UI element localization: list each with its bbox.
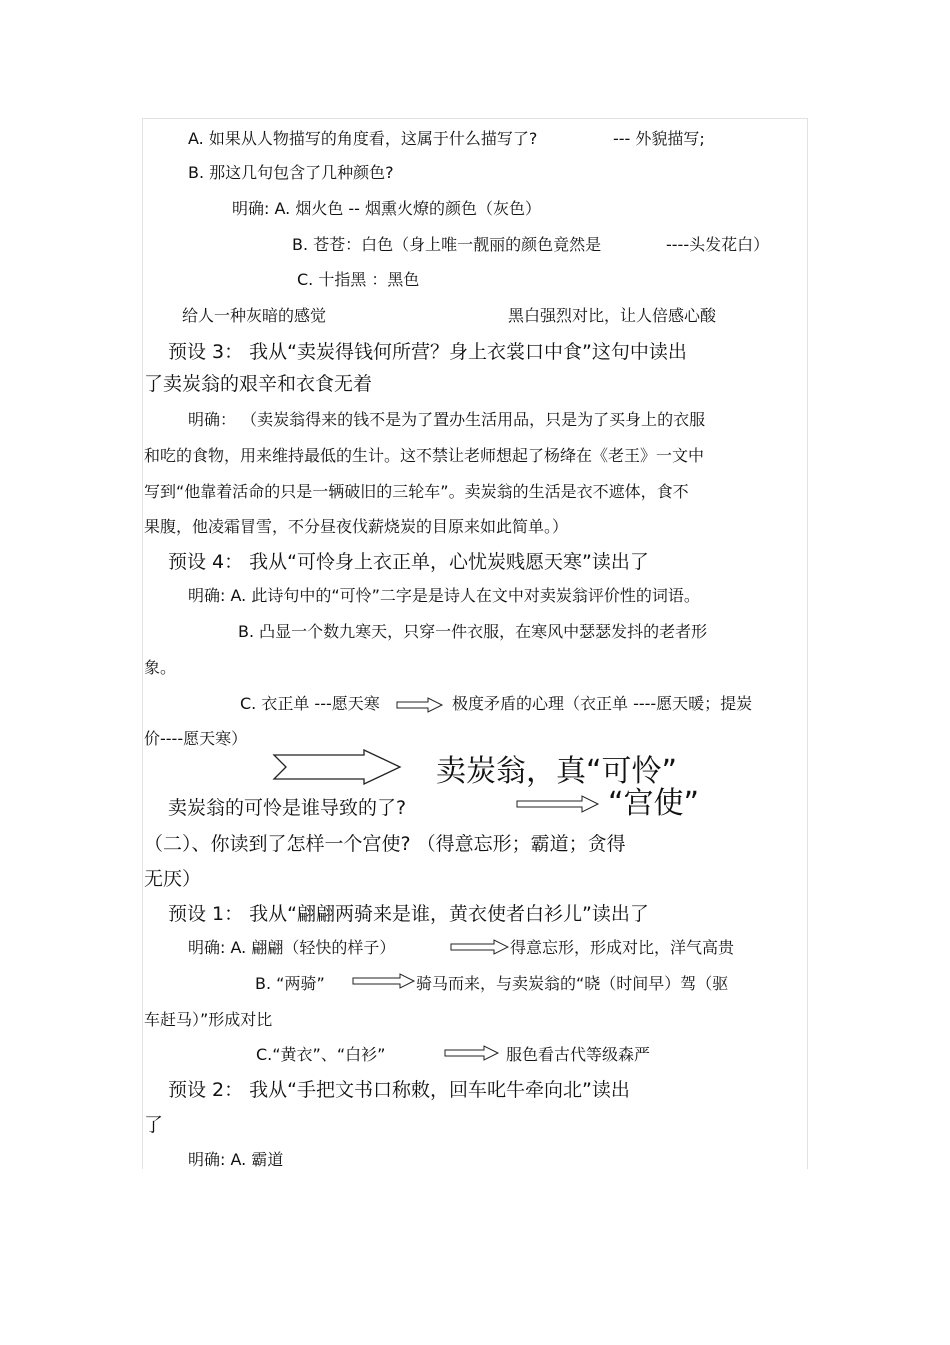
- s2-preset-1-clarify-b-result: 骑马而来，与卖炭翁的“晓（时间早）驾（驱: [416, 974, 729, 993]
- preset-3-clarify-3: 写到“他靠着活命的只是一辆破旧的三轮车”。卖炭翁的生活是衣不遮体，食不: [144, 482, 689, 501]
- preset-3-clarify-2: 和吃的食物，用来维持最低的生计。这不禁让老师想起了杨绛在《老王》一文中: [144, 446, 705, 465]
- arrow-icon-3: [450, 939, 510, 955]
- summary-envoy: “宫使”: [608, 786, 700, 821]
- s2-preset-1-heading: 预设 1： 我从“翩翩两骑来是谁，黄衣使者白衫儿”读出了: [168, 903, 649, 925]
- s2-preset-1-clarify-c: C.“黄衣”、“白衫”: [256, 1045, 386, 1064]
- clarify-color-b-end: ----头发花白）: [666, 235, 770, 254]
- arrow-icon: [396, 697, 444, 713]
- preset-4-clarify-a: 明确: A. 此诗句中的“可怜”二字是是诗人在文中对卖炭翁评价性的词语。: [188, 586, 700, 605]
- arrow-icon-4: [352, 973, 416, 989]
- big-arrow-icon: [272, 749, 402, 785]
- s2-preset-1-clarify-b: B. “两骑”: [255, 974, 325, 993]
- clarify-color-c: C. 十指黑 ：黑色: [297, 270, 420, 289]
- section-2-heading: （二）、你读到了怎样一个宫使? （得意忘形；霸道；贪得: [144, 833, 626, 855]
- contrast-note: 黑白强烈对比，让人倍感心酸: [508, 306, 717, 325]
- feeling-note: 给人一种灰暗的感觉: [182, 306, 327, 325]
- s2-preset-2-heading: 预设 2： 我从“手把文书口称敕，回车叱牛牵向北”读出: [168, 1079, 630, 1101]
- s2-preset-2-heading-cont: 了: [144, 1114, 164, 1136]
- s2-preset-1-clarify-b-cont: 车赶马）”形成对比: [144, 1010, 273, 1029]
- arrow-icon-2: [516, 795, 600, 813]
- preset-4-clarify-c: C. 衣正单 ---愿天寒: [240, 694, 380, 713]
- preset-4-clarify-c-result: 极度矛盾的心理（衣正单 ----愿天暖；提炭: [452, 694, 753, 713]
- summary-pitiful: 卖炭翁，真“可怜”: [436, 754, 678, 789]
- answer-a: --- 外貌描写;: [613, 129, 705, 148]
- s2-preset-1-clarify-a-result: 得意忘形，形成对比，洋气高贵: [510, 938, 735, 957]
- preset-4-clarify-c-cont: 价----愿天寒）: [144, 729, 248, 748]
- cause-question: 卖炭翁的可怜是谁导致的了?: [168, 797, 407, 819]
- question-a: A. 如果从人物描写的角度看，这属于什么描写了?: [188, 129, 538, 148]
- clarify-color-a: 明确: A. 烟火色 -- 烟熏火燎的颜色（灰色）: [232, 199, 542, 218]
- s2-preset-1-clarify-c-result: 服色看古代等级森严: [506, 1045, 651, 1064]
- preset-4-heading: 预设 4： 我从“可怜身上衣正单，心忧炭贱愿天寒”读出了: [168, 551, 649, 573]
- preset-3-heading: 预设 3： 我从“卖炭得钱何所营？身上衣裳口中食”这句中读出: [168, 341, 687, 363]
- preset-3-clarify-4: 果腹，他凌霜冒雪，不分昼夜伐薪烧炭的目原来如此简单。）: [144, 517, 569, 536]
- preset-3-clarify: 明确： （卖炭翁得来的钱不是为了置办生活用品，只是为了买身上的衣服: [188, 410, 706, 429]
- preset-3-heading-cont: 了卖炭翁的艰辛和衣食无着: [144, 373, 373, 395]
- preset-4-clarify-b: B. 凸显一个数九寒天，只穿一件衣服，在寒风中瑟瑟发抖的老者形: [238, 622, 708, 641]
- s2-preset-2-clarify-a: 明确: A. 霸道: [188, 1150, 284, 1169]
- arrow-icon-5: [444, 1045, 500, 1061]
- clarify-color-b: B. 苍苍：白色（身上唯一靓丽的颜色竟然是: [292, 235, 602, 254]
- section-2-heading-cont: 无厌）: [144, 868, 202, 890]
- question-b: B. 那这几句包含了几种颜色?: [188, 163, 394, 182]
- s2-preset-1-clarify-a: 明确: A. 翩翩（轻快的样子）: [188, 938, 396, 957]
- preset-4-clarify-b-cont: 象。: [144, 658, 177, 677]
